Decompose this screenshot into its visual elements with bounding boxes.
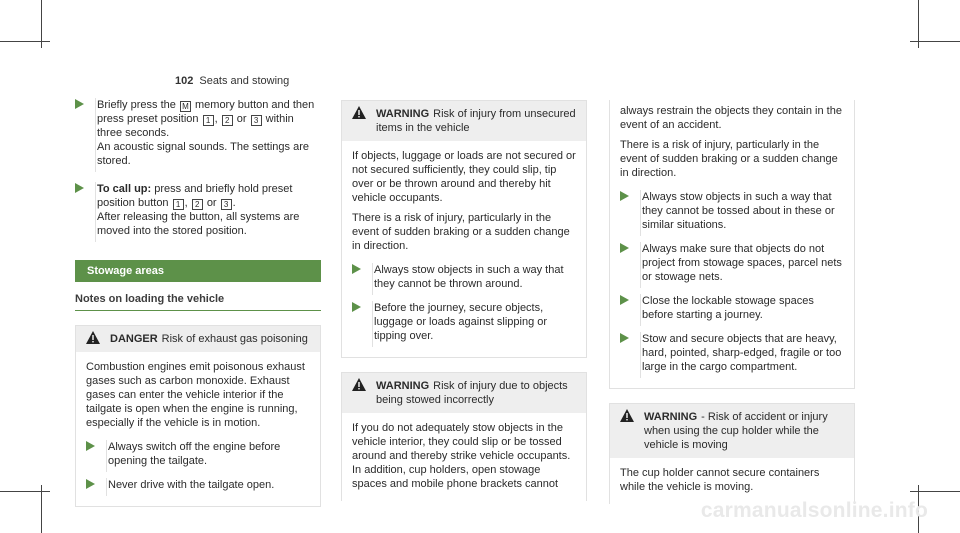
warning-triangle-icon (352, 378, 366, 395)
step-text: Briefly press the (97, 99, 176, 111)
step-text: or (236, 113, 247, 125)
step-line (95, 98, 96, 172)
step-text: Always make sure that objects do not project from stowage spaces, parcel nets or stowage nets. (642, 243, 842, 283)
warning-label: WARNING (376, 380, 430, 392)
warning-text: There is a risk of injury, particularly in the event of sudden braking or a sudden change in direction. (620, 139, 838, 179)
warning-triangle-icon (620, 409, 634, 426)
warning-header (342, 373, 586, 413)
warning-text: The cup holder cannot secure containers while the vehicle is moving. (620, 467, 820, 493)
step-arrow-icon (352, 264, 361, 274)
step-result: An acoustic signal sounds. The settings are stored. (97, 141, 309, 167)
step-text: Always stow objects in such a way that they cannot be thrown around. (374, 264, 564, 290)
step-arrow-icon (75, 183, 84, 193)
warning-text: always restrain the objects they contain in the event of an accident. (620, 105, 842, 131)
step-text: or (206, 197, 217, 209)
warning-step (352, 301, 576, 343)
warning-box (341, 100, 587, 358)
step-text: . (232, 197, 236, 209)
step-line (372, 263, 373, 295)
step-arrow-icon (352, 302, 361, 312)
warning-box (341, 372, 587, 501)
step-text: , (184, 197, 188, 209)
preset-1-key-icon: 1 (203, 115, 214, 126)
preset-2-key-icon: 2 (222, 115, 233, 126)
page-number: 102 (175, 75, 194, 87)
step-arrow-icon (620, 295, 629, 305)
watermark: carmanualsonline.info (700, 499, 928, 522)
warning-title: - Risk of accident or injury when using the cup holder while the vehicle is moving (644, 411, 828, 451)
warning-text: There is a risk of injury, particularly in the event of sudden braking or a sudden change in direction. (352, 212, 570, 252)
warning-body (610, 458, 854, 504)
step-line (95, 182, 96, 242)
step-store-preset (75, 98, 321, 168)
warning-label: WARNING (644, 411, 698, 423)
step-line (640, 190, 641, 236)
step-line (372, 301, 373, 347)
warning-body (342, 413, 586, 501)
step-line (106, 478, 107, 496)
warning-label: WARNING (376, 108, 430, 120)
warning-triangle-icon (86, 331, 100, 348)
step-arrow-icon (620, 243, 629, 253)
warning-continued-box (609, 100, 855, 389)
step-arrow-icon (620, 333, 629, 343)
warning-header (342, 101, 586, 141)
preset-1-key-icon: 1 (173, 199, 184, 210)
crop-mark (910, 491, 960, 492)
warning-header (610, 404, 854, 458)
warning-text: If you do not adequately stow objects in the vehicle interior, they could slip or be tossed around and thereby strike vehicle occupants. In addition, cup holders, open stowage spaces and mobile phone brackets cannot (352, 422, 571, 490)
preset-3-key-icon: 3 (221, 199, 232, 210)
crop-mark (41, 485, 42, 533)
danger-label: DANGER (110, 333, 158, 345)
warning-triangle-icon (352, 106, 366, 123)
step-text: Stow and secure objects that are heavy, hard, pointed, sharp-edged, fragile or too large in the cargo compartment. (642, 333, 842, 373)
danger-step (86, 440, 310, 468)
step-text: Never drive with the tailgate open. (108, 479, 275, 491)
step-arrow-icon (620, 191, 629, 201)
danger-step (86, 478, 310, 492)
step-result: After releasing the button, all systems are moved into the stored position. (97, 211, 300, 237)
danger-text: Combustion engines emit poisonous exhaust gases such as carbon monoxide. Exhaust gases can enter the vehicle interior if the tailgate is open when the engine is running, especially if the vehicle is in motion. (86, 361, 305, 429)
step-text: Before the journey, secure objects, luggage or loads against slipping or tipping over. (374, 302, 548, 342)
danger-body (76, 352, 320, 506)
warning-title: Risk of injury from unsecured items in the vehicle (376, 108, 576, 134)
step-call-up (75, 182, 321, 238)
warning-box (609, 403, 855, 504)
column-2 (341, 100, 587, 501)
step-text: Close the lockable stowage spaces before starting a journey. (642, 295, 814, 321)
step-line (106, 440, 107, 472)
column-3 (609, 100, 855, 504)
step-text: Always stow objects in such a way that they cannot be tossed about in these or similar situations. (642, 191, 835, 231)
danger-title: Risk of exhaust gas poisoning (161, 333, 308, 345)
danger-header (76, 326, 320, 352)
section-title: Seats and stowing (199, 75, 290, 87)
warning-step (620, 294, 844, 322)
crop-mark (0, 491, 50, 492)
warning-step (620, 190, 844, 232)
preset-3-key-icon: 3 (251, 115, 262, 126)
subheading: Notes on loading the vehicle (75, 292, 321, 311)
warning-text: If objects, luggage or loads are not secured or not secured sufficiently, they could slip, tip over or be thrown around and thereby hit vehicle occupants. (352, 150, 576, 204)
step-line (640, 242, 641, 288)
step-text: memory button and then press preset position (97, 99, 315, 125)
memory-key-icon: M (180, 101, 191, 112)
page-header (175, 74, 289, 88)
step-line (640, 332, 641, 378)
column-1 (75, 98, 321, 507)
step-arrow-icon (86, 441, 95, 451)
danger-box (75, 325, 321, 507)
warning-body (342, 141, 586, 357)
preset-2-key-icon: 2 (192, 199, 203, 210)
warning-step (620, 242, 844, 284)
step-text: press and briefly hold preset position button (97, 183, 293, 209)
crop-mark (910, 41, 960, 42)
step-text: , (214, 113, 218, 125)
step-text: Always switch off the engine before opening the tailgate. (108, 441, 281, 467)
step-arrow-icon (75, 99, 84, 109)
crop-mark (0, 41, 50, 42)
warning-title: Risk of injury due to objects being stowed incorrectly (376, 380, 568, 406)
section-bar: Stowage areas (75, 260, 321, 282)
warning-step (352, 263, 576, 291)
step-label: To call up: (97, 183, 152, 195)
step-line (640, 294, 641, 326)
warning-body (610, 100, 854, 388)
step-text: within three seconds. (97, 113, 294, 139)
step-arrow-icon (86, 479, 95, 489)
warning-step (620, 332, 844, 374)
